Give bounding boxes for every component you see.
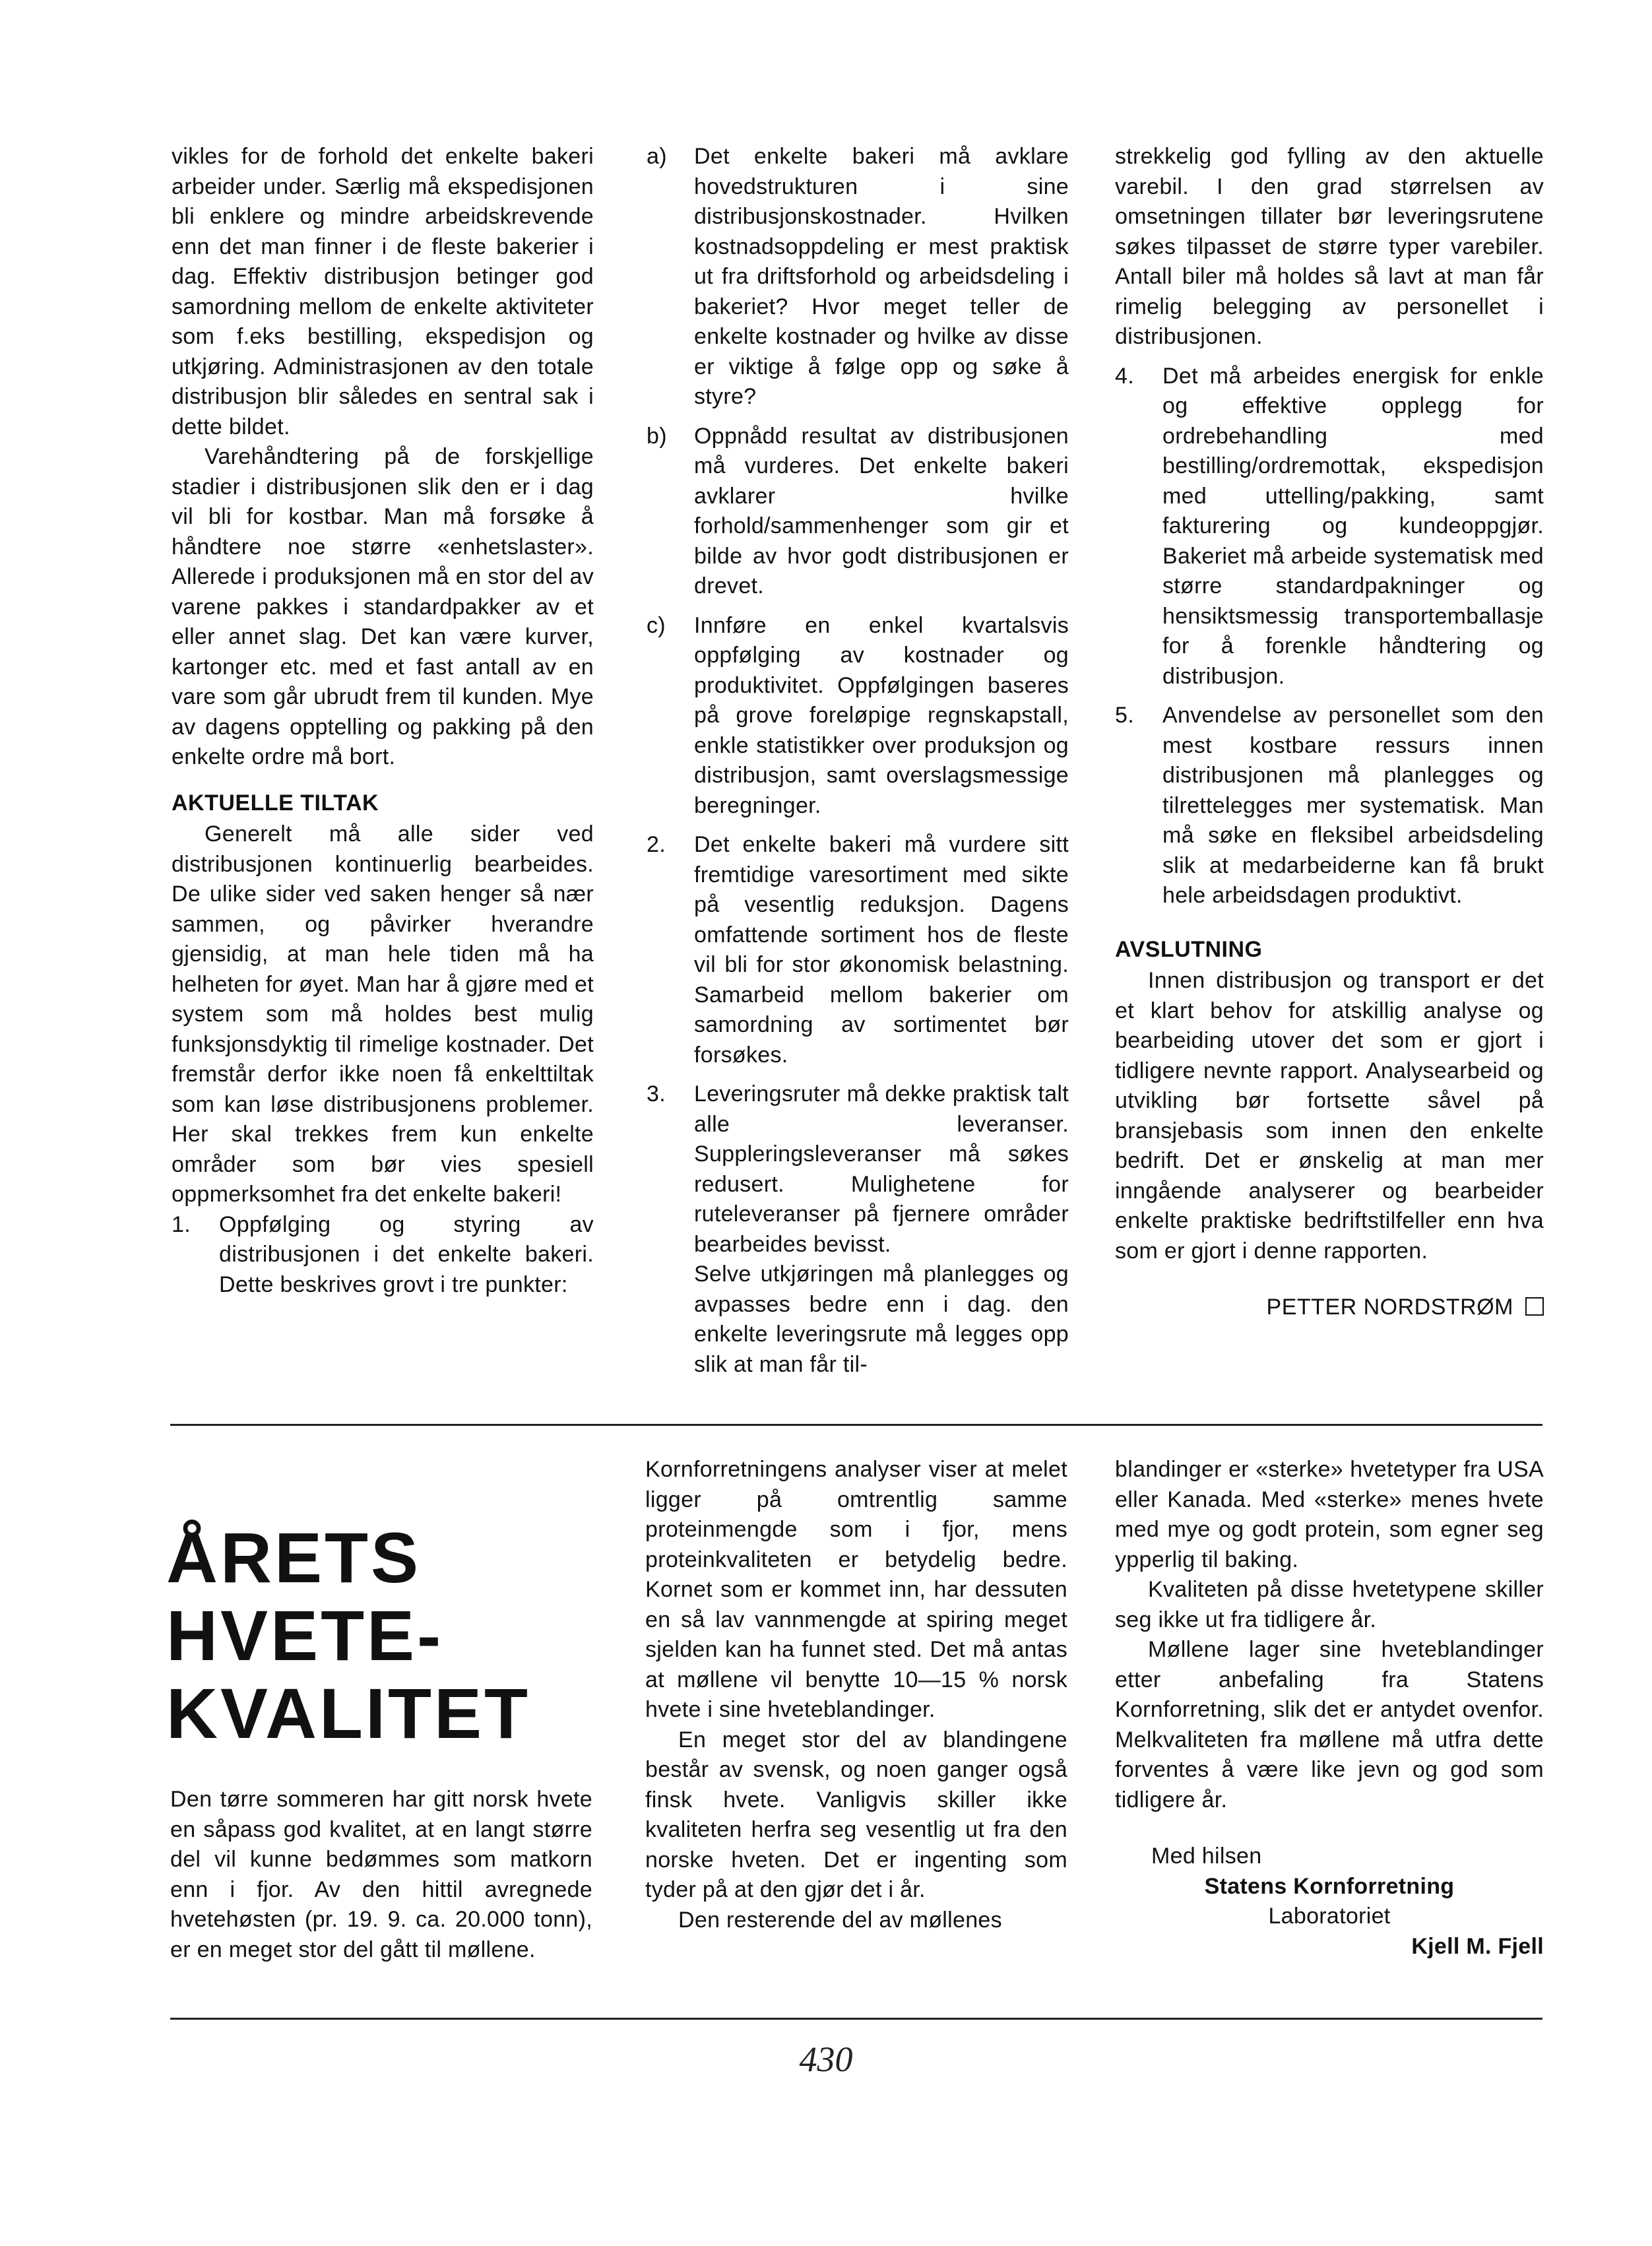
paragraph: Varehåndtering på de forskjellige stadier i distribusjonen slik den er i dag vil bli for kostbar. Man må forsøke å håndtere noe større «enhetslaster». Allerede i produksjonen må en stor del av varene pakkes i standardpakker av et eller annet slag. Det kan være kurver, kartonger etc. med et fast antall av en vare som går ubrudt frem til kunden. Mye av dagens opptelling og pakking på den enkelte ordre må bort. (172, 444, 594, 769)
top-article-column-2 (647, 142, 1069, 1389)
list-item (647, 142, 1069, 412)
paragraph: Den resterende del av møllenes (678, 1907, 1002, 1933)
headline-line: ÅRETS (166, 1518, 422, 1597)
closing-greeting: Med hilsen (1151, 1844, 1262, 1869)
list-item-text: Det må arbeides energisk for enkle og effektive opplegg for ordrebehandling med bestilling/ordremottak, ekspedisjon med uttelling/pakking, samt fakturering og kundeoppgjør. Bakeriet må arbeide systematisk med større standardpakninger og hensiktsmessig transportemballasje for å forenkle håndtering og distribusjon. (1162, 363, 1544, 689)
article2-column-3 (1115, 1455, 1544, 1962)
paragraph: Kornforretningens analyser viser at melet ligger på omtrentlig samme proteinmengde som i fjor, mens proteinkvaliteten er betydelig bedre. Kornet som er kommet inn, har dessuten en så lav vannmengde at spiring meget sjelden kan ha funnet sted. Det må antas at møllene vil benytte 10—15 % norsk hvete i sine hveteblandinger. (645, 1457, 1067, 1722)
paragraph: En meget stor del av blandingene består av svensk, og noen ganger også finsk hvete. Vanligvis skiller ikke kvaliteten herfra seg vesentlig ut fra den norske hveten. Det er ingenting som tyder på at den gjør det i år. (645, 1727, 1067, 1902)
section-divider (170, 1424, 1542, 1426)
list-item (172, 1210, 594, 1300)
signer-name: Kjell M. Fjell (1411, 1933, 1544, 1959)
list-item-text: Oppnådd resultat av distribusjonen må vurderes. Det enkelte bakeri avklarer hvilke forhold/sammenhenger som gir et bilde av hvor godt distribusjonen er drevet. (694, 423, 1069, 598)
paragraph: strekkelig god fylling av den aktuelle varebil. I den grad størrelsen av omsetningen tillater bør leveringsrutene søkes tilpasset de større typer varebiler. Antall biler må holdes så lavt at man får rimelig belegging av personellet i distribusjonen. (1115, 144, 1544, 349)
paragraph: Møllene lager sine hveteblandinger etter anbefaling fra Statens Kornforretning, slik det er antydet ovenfor. Melkvaliteten fra møllene må utfra dette forventes å være like jevn og god som tidligere år. (1115, 1637, 1544, 1813)
closing-block (1115, 1842, 1544, 1962)
section-heading-avslutning: AVSLUTNING (1115, 936, 1263, 962)
list-marker: c) (647, 612, 666, 638)
section-divider (170, 2018, 1542, 2020)
list-item (647, 830, 1069, 1070)
list-marker: 1. (172, 1211, 191, 1237)
list-item-text: Innføre en enkel kvartalsvis oppfølging av kostnader og produktivitet. Oppfølgingen baseres på grove foreløpige regnskapstall, enkle statistikker over produksjon og distribusjon, samt overslagsmessige beregninger. (694, 612, 1069, 818)
list-marker: 4. (1115, 363, 1134, 389)
end-mark-square-icon (1525, 1297, 1544, 1316)
list-marker: 3. (647, 1081, 666, 1107)
top-article-column-1 (172, 142, 594, 1309)
list-item-text: Oppfølging og styring av distribusjonen i det enkelte bakeri. Dette beskrives grovt i tre punkter: (219, 1211, 594, 1297)
author-signature (1115, 1293, 1544, 1323)
section-heading-aktuelle-tiltak: AKTUELLE TILTAK (172, 790, 379, 816)
list-item (1115, 362, 1544, 692)
list-item (1115, 701, 1544, 911)
lead-paragraph: Den tørre sommeren har gitt norsk hvete en såpass god kvalitet, at en langt større del vil kunne bedømmes som matkorn enn i fjor. Av den hittil avregnede hvetehøsten (pr. 19. 9. ca. 20.000 tonn), er en meget stor del gått til møllene. (170, 1787, 592, 1962)
list-marker: b) (647, 423, 667, 449)
list-item (647, 611, 1069, 821)
author-name: PETTER NORDSTRØM (1266, 1295, 1513, 1320)
list-marker: 5. (1115, 703, 1134, 728)
list-item-paragraph: Leveringsruter må dekke praktisk talt alle leveranser. Suppleringsleveranser må søkes redusert. Mulighetene for ruteleveranser på fjernere områder bearbeides bevisst. (694, 1081, 1069, 1257)
list-marker: a) (647, 144, 667, 169)
list-item-paragraph: Selve utkjøringen må planlegges og avpasses bedre enn i dag. den enkelte leveringsrute må legges opp slik at man får til- (694, 1262, 1069, 1377)
top-article-column-3 (1115, 142, 1544, 1323)
list-item (647, 422, 1069, 602)
article2-column-2 (645, 1455, 1067, 1935)
paragraph: vikles for de forhold det enkelte bakeri arbeider under. Særlig må ekspedisjonen bli enklere og mindre arbeidskrevende enn det man finner i de fleste bakerier i dag. Effektiv distribusjon betinger god samordning mellom de enkelte aktiviteter som f.eks bestilling, ekspedisjon og utkjøring. Administrasjonen av den totale distribusjon blir således en sentral sak i dette bildet. (172, 144, 594, 439)
organization-name: Statens Kornforretning (1204, 1873, 1455, 1899)
article-headline (166, 1519, 575, 1752)
list-item-text (694, 1079, 1069, 1380)
headline-line: HVETE- (166, 1595, 444, 1675)
list-item-text: Det enkelte bakeri må avklare hovedstrukturen i sine distribusjonskostnader. Hvilken kostnadsoppdeling er mest praktisk ut fra driftsforhold og arbeidsdeling i bakeriet? Hvor meget teller de enkelte kostnader og hvilke av disse er viktige å følge opp og søke å styre? (694, 144, 1069, 409)
paragraph: blandinger er «sterke» hvetetyper fra USA eller Kanada. Med «sterke» menes hvete med mye og godt protein, som egner seg ypperlig til baking. (1115, 1457, 1544, 1572)
paragraph: Kvaliteten på disse hvetetypene skiller seg ikke ut fra tidligere år. (1115, 1577, 1544, 1632)
list-item-text: Det enkelte bakeri må vurdere sitt fremtidige varesortiment med sikte på vesentlig reduksjon. Dagens omfattende sortiment hos de fleste vil bli for stor økonomisk belastning. Samarbeid mellom bakerier om samordning av sortimentet bør forsøkes. (694, 832, 1069, 1068)
list-item (647, 1079, 1069, 1380)
article2-column-1 (170, 1785, 592, 1965)
department-name: Laboratoriet (1268, 1904, 1391, 1929)
headline-line: KVALITET (166, 1673, 530, 1753)
list-marker: 2. (647, 832, 666, 857)
list-item-text: Anvendelse av personellet som den mest kostbare ressurs innen distribusjonen må planlegges og tilrettelegges mer systematisk. Man må søke en fleksibel arbeidsdeling slik at medarbeiderne kan få brukt hele arbeidsdagen produktivt. (1162, 703, 1544, 908)
page-number: 430 (799, 2039, 853, 2079)
paragraph: Innen distribusjon og transport er det et klart behov for atskillig analyse og bearbeiding utover det som er gjort i tidligere nevnte rapport. Analysearbeid og utvikling bør fortsette såvel på bransjebasis som innen den enkelte bedrift. Det er ønskelig at man mer inngående analyserer og bearbeider enkelte praktiske bedriftstilfeller enn hva som er gjort i denne rapporten. (1115, 968, 1544, 1264)
paragraph: Generelt må alle sider ved distribusjonen kontinuerlig bearbeides. De ulike sider ved saken henger så nær sammen, og påvirker hverandre gjensidig, at man hele tiden må ha helheten for øyet. Man har å gjøre med et system som må holdes best mulig funksjonsdyktig til rimelige kostnader. Det fremstår derfor ikke noen få enkelttiltak som kan løse distribusjonens problemer. Her skal trekkes frem kun enkelte områder som bør vies spesiell oppmerksomhet fra det enkelte bakeri! (172, 821, 594, 1207)
